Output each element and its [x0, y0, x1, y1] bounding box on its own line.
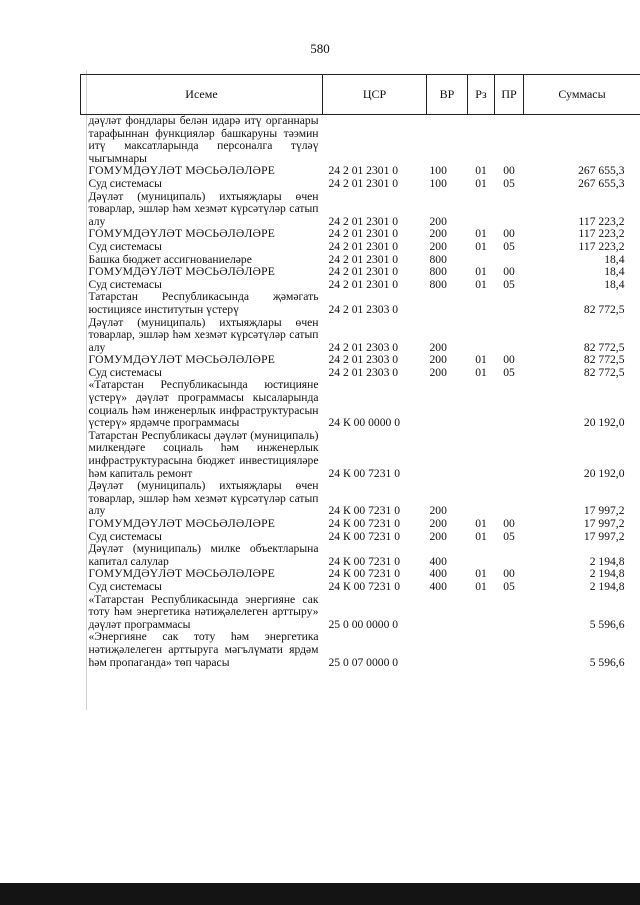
row-amount: 2 194,8	[589, 567, 625, 581]
row-vr	[427, 115, 468, 166]
table-row	[81, 581, 640, 594]
row-vr	[427, 631, 468, 669]
table-row	[81, 631, 640, 669]
row-code: 24 2 01 2301 0	[328, 252, 399, 266]
page-number: 580	[310, 41, 330, 56]
header-rz: Рз	[468, 75, 495, 115]
row-amount: 117 223,2	[578, 227, 625, 241]
row-amount: 18,4	[604, 277, 625, 291]
row-code: 24 2 01 2303 0	[328, 340, 399, 354]
row-name: ГОМУМДӘҮЛӘТ МӘСЬӘЛӘЛӘРЕ	[88, 227, 276, 241]
table-row	[81, 543, 640, 568]
table-header	[81, 75, 640, 115]
row-vr	[427, 594, 468, 632]
row-code: 24 2 01 2301 0	[328, 176, 399, 190]
row-amount: 117 223,2	[578, 239, 625, 253]
table-row	[81, 354, 640, 367]
row-vr: 200	[429, 239, 447, 253]
row-code	[323, 115, 427, 166]
row-code: 24 2 01 2301 0	[328, 227, 399, 241]
row-pr: 05	[503, 365, 515, 379]
row-code: 24 2 01 2301 0	[328, 277, 399, 291]
table-row	[81, 518, 640, 531]
row-pr: 00	[503, 227, 515, 241]
row-code: 24 К 00 0000 0	[328, 416, 400, 430]
row-rz: 01	[475, 227, 487, 241]
row-amount: 2 194,8	[589, 579, 625, 593]
table-row	[81, 241, 640, 254]
row-name: Дәүләт (муниципаль) ихтыяҗлары өчен товарлар, эшләр һәм хезмәт күрсәтүләр сатып алу	[88, 315, 319, 354]
row-amount	[524, 115, 640, 166]
row-vr: 200	[429, 529, 447, 543]
row-code: 24 К 00 7231 0	[328, 466, 400, 480]
row-name: ГОМУМДӘҮЛӘТ МӘСЬӘЛӘЛӘРЕ	[88, 164, 276, 178]
row-amount: 20 192,0	[583, 466, 625, 480]
row-rz	[468, 191, 495, 229]
row-code: 24 К 00 7231 0	[328, 567, 400, 581]
row-code: 24 К 00 7231 0	[328, 504, 400, 518]
row-rz	[468, 379, 495, 429]
row-vr	[427, 430, 468, 480]
row-code: 24 К 00 7231 0	[328, 529, 400, 543]
table-body	[81, 115, 640, 670]
header-pr: ПР	[495, 75, 524, 115]
row-name: «Татарстан Республикасында юстицияне үстерү» дәүләт программасы кысаларында социаль һәм инженерлык инфраструктурасын үстерү» ярдәмче программасы	[88, 378, 319, 430]
row-vr: 200	[429, 504, 447, 518]
row-amount: 267 655,3	[578, 164, 625, 178]
row-amount: 18,4	[604, 265, 625, 279]
row-pr	[495, 191, 524, 229]
row-vr: 100	[429, 164, 447, 178]
row-vr: 400	[429, 554, 447, 568]
row-pr	[495, 480, 524, 518]
row-rz	[468, 543, 495, 568]
row-amount: 82 772,5	[583, 365, 625, 379]
row-pr	[495, 115, 524, 166]
table-row	[81, 430, 640, 480]
row-name: Суд системасы	[88, 529, 162, 543]
row-rz: 01	[475, 353, 487, 367]
row-pr	[495, 594, 524, 632]
row-rz: 01	[475, 164, 487, 178]
row-name: Дәүләт (муниципаль) милке объектларына капитал салулар	[88, 542, 319, 568]
row-vr: 200	[429, 340, 447, 354]
row-code: 24 2 01 2303 0	[328, 302, 399, 316]
row-vr: 200	[429, 365, 447, 379]
row-rz: 01	[475, 579, 487, 593]
row-name: ГОМУМДӘҮЛӘТ МӘСЬӘЛӘЛӘРЕ	[88, 567, 276, 581]
row-name: Суд системасы	[88, 176, 162, 190]
row-name: Дәүләт (муниципаль) ихтыяҗлары өчен товарлар, эшләр һәм хезмәт күрсәтүләр сатып алу	[88, 189, 319, 228]
table-row	[81, 191, 640, 229]
row-code: 24 К 00 7231 0	[328, 517, 400, 530]
row-code: 24 2 01 2301 0	[328, 214, 399, 228]
row-name: дәүләт фондлары белән идарә итү органнары тарафыннан функцияләр башкаруны тәэмин итү максатларында персоналга түләү чыгымнары	[88, 114, 319, 165]
row-vr: 100	[429, 176, 447, 190]
row-pr	[495, 430, 524, 480]
row-name: Башка бюджет ассигнованиеләре	[88, 252, 252, 266]
table-row	[81, 266, 640, 279]
row-pr	[495, 631, 524, 669]
row-amount: 82 772,5	[583, 353, 625, 367]
row-vr: 200	[429, 214, 447, 228]
row-name: Татарстан Республикасында җәмәгать юстициясе институтын үстерү	[88, 290, 319, 316]
row-name: «Татарстан Республикасында энергияне сак тоту һәм энергетика нәтиҗәлелеген арттыру» дәүләт программасы	[88, 592, 319, 631]
row-amount: 267 655,3	[578, 176, 625, 190]
row-amount: 2 194,8	[589, 554, 625, 568]
row-pr: 05	[503, 277, 515, 291]
row-code: 24 К 00 7231 0	[328, 579, 400, 593]
row-code: 25 0 07 0000 0	[328, 655, 399, 669]
row-pr: 00	[503, 517, 515, 530]
row-vr: 200	[429, 227, 447, 241]
budget-table	[80, 74, 640, 669]
row-rz: 01	[475, 176, 487, 190]
row-name: Дәүләт (муниципаль) ихтыяҗлары өчен товарлар, эшләр һәм хезмәт күрсәтүләр сатып алу	[88, 479, 319, 518]
row-pr: 05	[503, 579, 515, 593]
row-rz	[468, 430, 495, 480]
row-pr: 05	[503, 239, 515, 253]
header-name: Исеме	[81, 75, 323, 115]
table-row	[81, 317, 640, 355]
row-name: Суд системасы	[88, 579, 162, 593]
row-rz	[468, 480, 495, 518]
row-pr	[495, 317, 524, 355]
row-amount: 82 772,5	[583, 302, 625, 316]
row-name: Суд системасы	[88, 239, 162, 253]
header-csr: ЦСР	[323, 75, 427, 115]
row-amount: 18,4	[604, 252, 625, 266]
row-name: Татарстан Республикасы дәүләт (муниципаль) милкендәге социаль һәм инженерлык инфраструктурасына бюджет инвестицияләре һәм капиталь ремонт	[88, 428, 319, 480]
row-pr: 00	[503, 567, 515, 581]
header-amount: Суммасы	[524, 75, 640, 115]
row-name: «Энергияне сак тоту һәм энергетика нәтиҗәлелеген арттыруга мәгълүмати ярдәм һәм пропаганда» төп чарасы	[88, 630, 319, 669]
row-amount: 117 223,2	[578, 214, 625, 228]
table-row	[81, 178, 640, 191]
row-code: 24 2 01 2301 0	[328, 164, 399, 178]
row-pr: 05	[503, 529, 515, 543]
row-rz	[468, 594, 495, 632]
row-vr: 800	[429, 277, 447, 291]
row-vr	[427, 379, 468, 429]
table-row	[81, 115, 640, 166]
row-vr: 800	[429, 265, 447, 279]
row-amount: 17 997,2	[583, 529, 625, 543]
row-vr	[427, 291, 468, 316]
row-rz	[468, 115, 495, 166]
row-pr: 05	[503, 176, 515, 190]
row-rz: 01	[475, 265, 487, 279]
row-rz: 01	[475, 239, 487, 253]
row-pr: 00	[503, 265, 515, 279]
row-name: Суд системасы	[88, 365, 162, 379]
row-vr: 400	[429, 579, 447, 593]
row-rz: 01	[475, 365, 487, 379]
row-pr	[495, 291, 524, 316]
row-rz: 01	[475, 517, 487, 530]
row-amount: 17 997,2	[583, 504, 625, 518]
row-vr: 800	[429, 252, 447, 266]
row-name: ГОМУМДӘҮЛӘТ МӘСЬӘЛӘЛӘРЕ	[88, 517, 276, 530]
row-vr: 400	[429, 567, 447, 581]
row-code: 24 2 01 2301 0	[328, 265, 399, 279]
row-pr: 00	[503, 164, 515, 178]
row-vr: 200	[429, 517, 447, 530]
row-code: 24 К 00 7231 0	[328, 554, 400, 568]
row-code: 24 2 01 2303 0	[328, 353, 399, 367]
row-rz: 01	[475, 277, 487, 291]
row-amount: 5 596,6	[589, 617, 625, 631]
row-code: 24 2 01 2303 0	[328, 365, 399, 379]
row-pr	[495, 379, 524, 429]
row-pr: 00	[503, 353, 515, 367]
row-name: Суд системасы	[88, 277, 162, 291]
header-vr: ВР	[427, 75, 468, 115]
row-vr: 200	[429, 353, 447, 367]
row-amount: 82 772,5	[583, 340, 625, 354]
row-name: ГОМУМДӘҮЛӘТ МӘСЬӘЛӘЛӘРЕ	[88, 265, 276, 279]
row-amount: 20 192,0	[583, 416, 625, 430]
row-rz: 01	[475, 529, 487, 543]
row-name: ГОМУМДӘҮЛӘТ МӘСЬӘЛӘЛӘРЕ	[88, 353, 276, 367]
table-row	[81, 379, 640, 429]
row-rz	[468, 317, 495, 355]
row-rz	[468, 631, 495, 669]
row-rz	[468, 291, 495, 316]
table-row	[81, 291, 640, 316]
row-pr	[495, 543, 524, 568]
row-rz: 01	[475, 567, 487, 581]
table-row	[81, 594, 640, 632]
row-amount: 5 596,6	[589, 655, 625, 669]
row-code: 24 2 01 2301 0	[328, 239, 399, 253]
row-code: 25 0 00 0000 0	[328, 617, 399, 631]
scan-bottom-edge	[0, 883, 640, 905]
row-amount: 17 997,2	[583, 517, 625, 530]
table-row	[81, 480, 640, 518]
